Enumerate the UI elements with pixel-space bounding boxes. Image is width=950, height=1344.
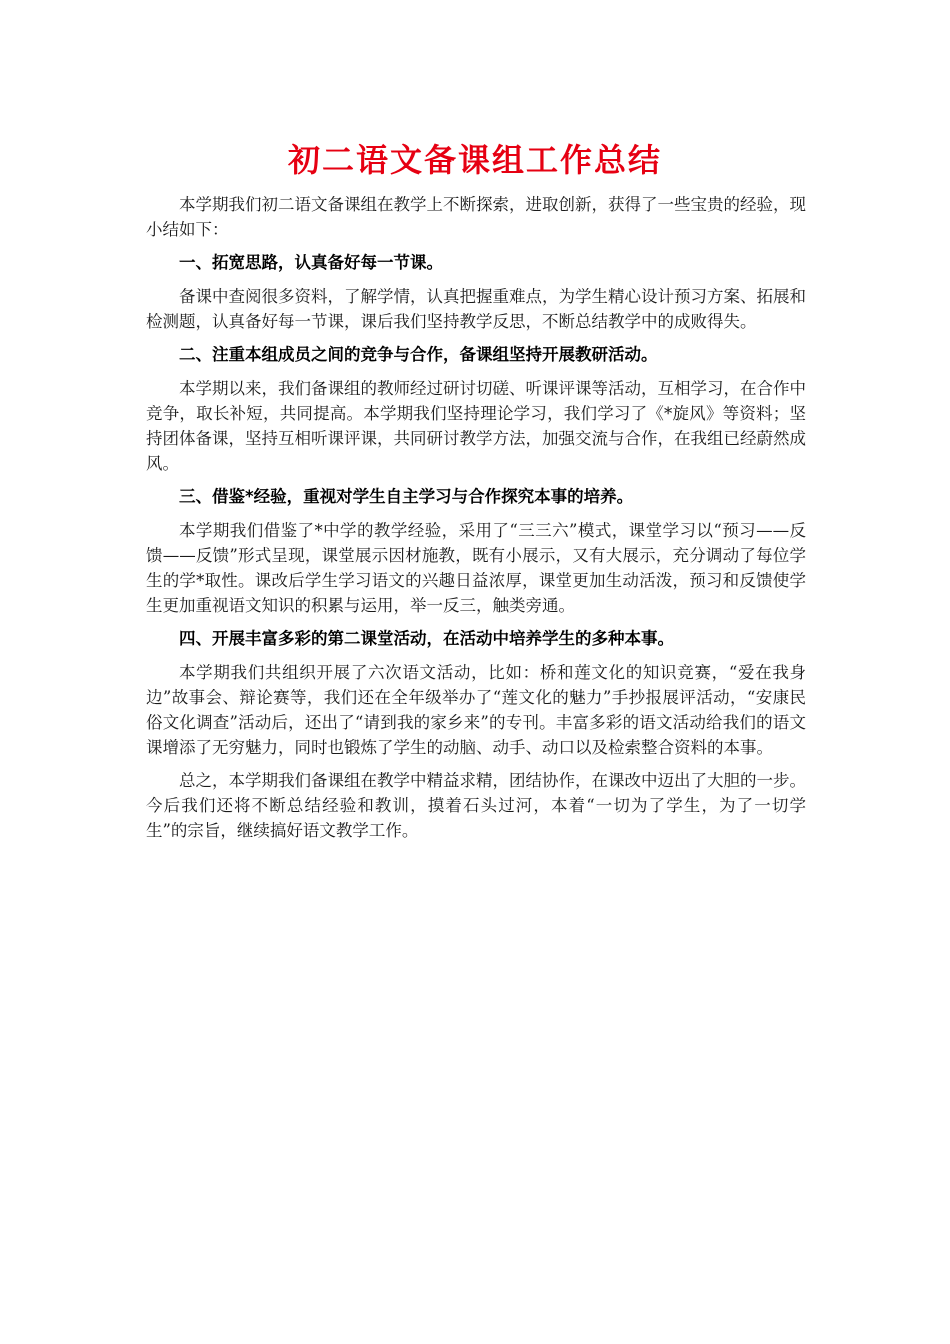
section-body-4: 本学期我们共组织开展了六次语文活动，比如：桥和莲文化的知识竞赛，“爱在我身边”故事会、辩论赛等，我们还在全年级举办了“莲文化的魅力”手抄报展评活动，“安康民俗文化调查”活动后，还出了“请到我的家乡来”的专刊。丰富多彩的语文活动给我们的语文课增添了无穷魅力，同时也锻炼了学生的动脑、动手、动口以及检索整合资料的本事。: [146, 663, 806, 757]
section-body-2: 本学期以来，我们备课组的教师经过研讨切磋、听课评课等活动，互相学习，在合作中竞争，取长补短，共同提高。本学期我们坚持理论学习，我们学习了《*旋风》等资料；坚持团体备课，坚持互相听课评课，共同研讨教学方法，加强交流与合作，在我组已经蔚然成风。: [146, 379, 806, 473]
section-heading-1: 一、拓宽思路，认真备好每一节课。: [179, 253, 443, 272]
section-body-3: 本学期我们借鉴了*中学的教学经验，采用了“三三六”模式，课堂学习以“预习——反馈——反馈”形式呈现，课堂展示因材施教，既有小展示，又有大展示，充分调动了每位学生的学*取性。课改后学生学习语文的兴趣日益浓厚，课堂更加生动活泼，预习和反馈使学生更加重视语文知识的积累与运用，举一反三，触类旁通。: [146, 521, 806, 615]
intro-paragraph: 本学期我们初二语文备课组在教学上不断探索，进取创新，获得了一些宝贵的经验，现小结如下：: [146, 195, 806, 239]
section-heading-4: 四、开展丰富多彩的第二课堂活动，在活动中培养学生的多种本事。: [179, 629, 674, 648]
conclusion-paragraph: 总之，本学期我们备课组在教学中精益求精，团结协作，在课改中迈出了大胆的一步。今后我们还将不断总结经验和教训，摸着石头过河，本着“一切为了学生，为了一切学生”的宗旨，继续搞好语文教学工作。: [146, 771, 806, 840]
section-heading-3: 三、借鉴*经验，重视对学生自主学习与合作探究本事的培养。: [179, 487, 634, 506]
document-title: 初二语文备课组工作总结: [287, 141, 662, 179]
section-heading-2: 二、注重本组成员之间的竞争与合作，备课组坚持开展教研活动。: [179, 345, 658, 364]
section-body-1: 备课中查阅很多资料，了解学情，认真把握重难点，为学生精心设计预习方案、拓展和检测题，认真备好每一节课，课后我们坚持教学反思，不断总结教学中的成败得失。: [146, 287, 806, 331]
document-body: [146, 192, 806, 851]
